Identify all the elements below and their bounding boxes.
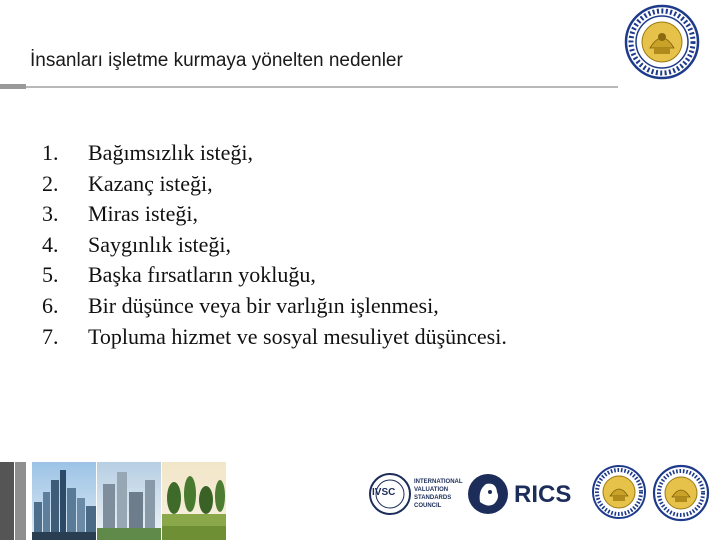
slide-title: İnsanları işletme kurmaya yönelten nedenler: [30, 50, 403, 71]
ivsc-text: INTERNATIONAL VALUATION STANDARDS COUNCIL: [414, 479, 463, 509]
countryside-photo: [162, 462, 226, 540]
ankara-university-seal-icon: [652, 464, 710, 522]
towers-photo: [97, 462, 161, 540]
list-item: 5. Başka fırsatların yokluğu,: [42, 262, 316, 288]
rics-lion-icon: [466, 472, 510, 516]
footer-accent-dark: [0, 462, 14, 540]
list-item: 4. Saygınlık isteği,: [42, 231, 231, 257]
title-rule: [0, 86, 618, 88]
ankara-university-seal-icon: [624, 4, 700, 80]
footer-accent-light: [15, 462, 26, 540]
list-item: 3. Miras isteği,: [42, 201, 198, 227]
title-rule-stub: [0, 84, 26, 89]
rics-label: RICS: [514, 481, 572, 508]
list-item: 6. Bir düşünce veya bir varlığın işlenmesi,: [42, 292, 439, 318]
list-item: 1. Bağımsızlık isteği,: [42, 140, 253, 165]
list-item: 2. Kazanç isteği,: [42, 170, 213, 196]
ankara-university-seal-icon: [591, 464, 647, 520]
reasons-list: [42, 138, 507, 352]
list-item: 7. Topluma hizmet ve sosyal mesuliyet düşüncesi.: [42, 323, 507, 349]
ivsc-label: IVSC: [372, 487, 396, 498]
city-skyline-photo: [32, 462, 96, 540]
